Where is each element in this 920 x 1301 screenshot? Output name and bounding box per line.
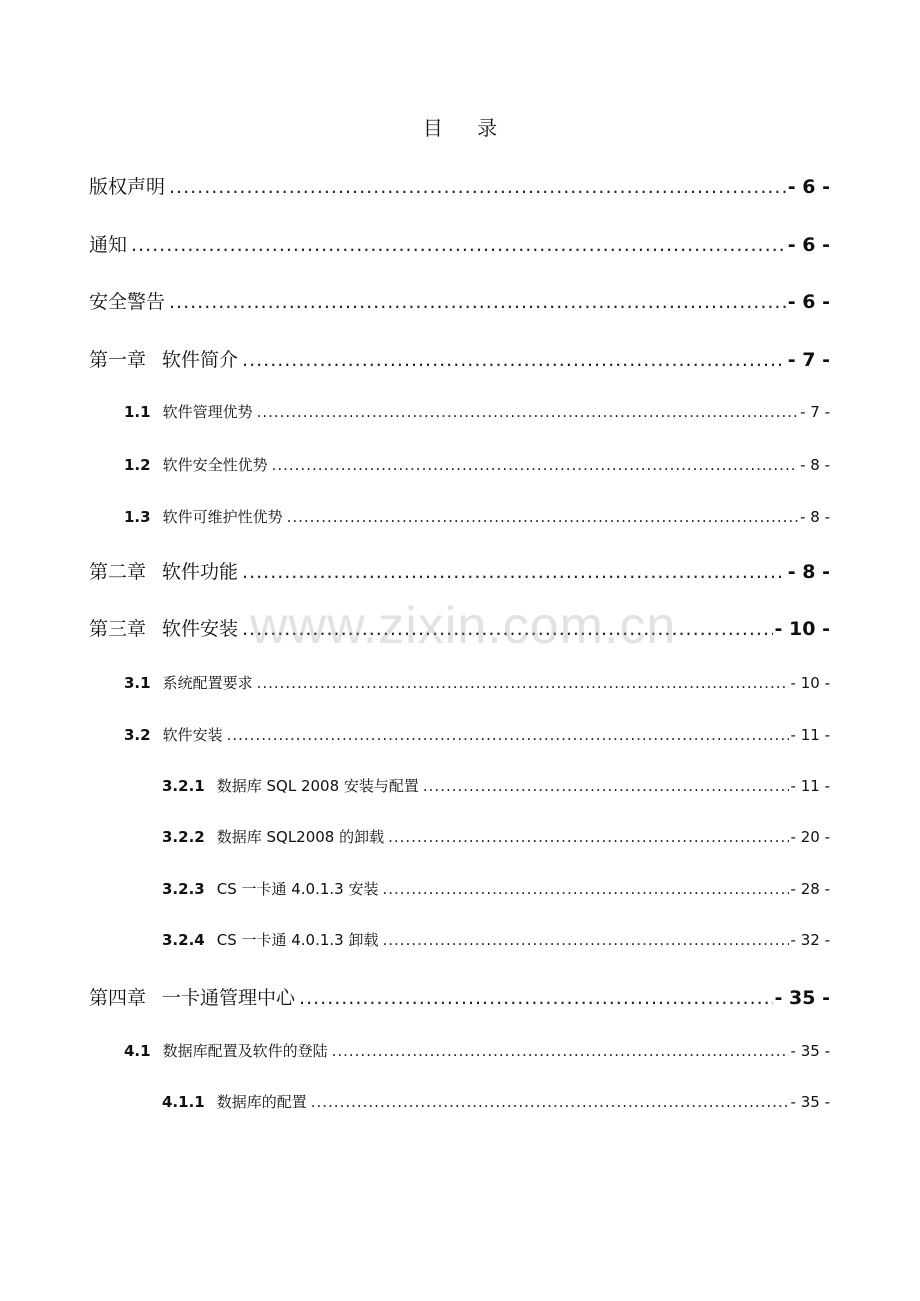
toc-entry[interactable] — [89, 614, 830, 641]
toc-leader — [383, 931, 789, 949]
toc-entry-page: - 6 - — [787, 291, 830, 313]
toc-entry-page: - 6 - — [787, 176, 830, 198]
toc-entry-number: 3.1 — [124, 674, 151, 692]
toc-entry-number: 第四章 — [89, 987, 147, 1009]
toc-entry-page: - 11 - — [790, 777, 830, 795]
toc-entry-page: - 20 - — [790, 828, 830, 846]
toc-entry-page: - 28 - — [790, 880, 830, 898]
toc-leader — [332, 1042, 789, 1060]
toc-entry-number: 第三章 — [89, 618, 147, 640]
toc-entry-page: - 8 - — [787, 561, 830, 583]
toc-entry-text: 通知 — [89, 234, 128, 256]
toc-entry-text: 系统配置要求 — [162, 674, 253, 692]
toc-entry-number: 第二章 — [89, 561, 147, 583]
toc-entry-page: - 32 - — [790, 931, 830, 949]
toc-entry-page: - 7 - — [800, 403, 830, 421]
toc-entry-text: CS 一卡通 4.0.1.3 安装 — [216, 880, 379, 898]
toc-leader — [272, 456, 799, 474]
toc-entry[interactable] — [89, 287, 830, 314]
toc-entry-page: - 35 - — [790, 1093, 830, 1111]
toc-entry[interactable] — [162, 775, 830, 796]
toc-leader — [311, 1093, 789, 1111]
toc-entry[interactable] — [124, 454, 830, 475]
toc-entry-number: 3.2.4 — [162, 931, 205, 949]
toc-entry-text: CS 一卡通 4.0.1.3 卸载 — [216, 931, 379, 949]
toc-entry-text: 软件安装 — [162, 726, 223, 744]
toc-entry-text: 版权声明 — [89, 176, 166, 198]
toc-entry-text: 数据库 SQL 2008 安装与配置 — [216, 777, 419, 795]
toc-entry-text: 软件安装 — [162, 618, 239, 640]
toc-leader — [299, 987, 773, 1009]
toc-entry-page: - 35 - — [774, 987, 830, 1009]
toc-entry-number: 4.1 — [124, 1042, 151, 1060]
toc-entry[interactable] — [89, 172, 830, 199]
toc-entry-number: 3.2 — [124, 726, 151, 744]
toc-entry[interactable] — [124, 672, 830, 693]
toc-leader — [169, 176, 786, 198]
toc-entry[interactable] — [89, 983, 830, 1010]
toc-entry[interactable] — [162, 826, 830, 847]
toc-entry-number: 4.1.1 — [162, 1093, 205, 1111]
toc-entry[interactable] — [124, 1040, 830, 1061]
toc-entry[interactable] — [89, 230, 830, 257]
watermark: www.zixin.com.cn — [250, 597, 677, 655]
toc-entry-text: 安全警告 — [89, 291, 166, 313]
toc-entry-text: 软件功能 — [162, 561, 239, 583]
toc-entry-page: - 8 - — [800, 508, 830, 526]
toc-entry-text: 软件安全性优势 — [162, 456, 268, 474]
toc-leader — [257, 674, 789, 692]
toc-leader — [257, 403, 799, 421]
toc-entry[interactable] — [162, 929, 830, 950]
toc-entry-text: 一卡通管理中心 — [162, 987, 296, 1009]
toc-entry-text: 软件可维护性优势 — [162, 508, 283, 526]
toc-entry[interactable] — [124, 506, 830, 527]
toc-leader — [227, 726, 789, 744]
toc-entry-page: - 11 - — [790, 726, 830, 744]
toc-leader — [287, 508, 799, 526]
toc-leader — [242, 618, 773, 640]
toc-entry-text: 数据库配置及软件的登陆 — [162, 1042, 328, 1060]
toc-leader — [383, 880, 789, 898]
toc-entry[interactable] — [89, 557, 830, 584]
toc-leader — [388, 828, 788, 846]
toc-leader — [131, 234, 786, 256]
toc-entry[interactable] — [124, 724, 830, 745]
toc-entry-number: 3.2.3 — [162, 880, 205, 898]
toc-entry-number: 3.2.1 — [162, 777, 205, 795]
toc-entry-number: 1.3 — [124, 508, 151, 526]
toc-leader — [242, 349, 786, 371]
toc-entry-number: 1.1 — [124, 403, 151, 421]
toc-entry-page: - 6 - — [787, 234, 830, 256]
toc-entry-text: 数据库的配置 — [216, 1093, 307, 1111]
toc-entry-number: 第一章 — [89, 349, 147, 371]
toc-entry[interactable] — [162, 1091, 830, 1112]
toc-entry-number: 1.2 — [124, 456, 151, 474]
toc-entry-text: 软件简介 — [162, 349, 239, 371]
toc-entry[interactable] — [124, 401, 830, 422]
toc-entry-page: - 10 - — [774, 618, 830, 640]
toc-leader — [169, 291, 786, 313]
toc-entry-text: 软件管理优势 — [162, 403, 253, 421]
toc-leader — [423, 777, 789, 795]
toc-entry-page: - 8 - — [800, 456, 830, 474]
toc-entry[interactable] — [162, 878, 830, 899]
toc-entry-page: - 35 - — [790, 1042, 830, 1060]
toc-entry-page: - 7 - — [787, 349, 830, 371]
toc-entry-text: 数据库 SQL2008 的卸载 — [216, 828, 385, 846]
toc-title: 目 录 — [422, 116, 512, 140]
toc-entry-number: 3.2.2 — [162, 828, 205, 846]
toc-leader — [242, 561, 786, 583]
toc-entry[interactable] — [89, 345, 830, 372]
toc-entry-page: - 10 - — [790, 674, 830, 692]
